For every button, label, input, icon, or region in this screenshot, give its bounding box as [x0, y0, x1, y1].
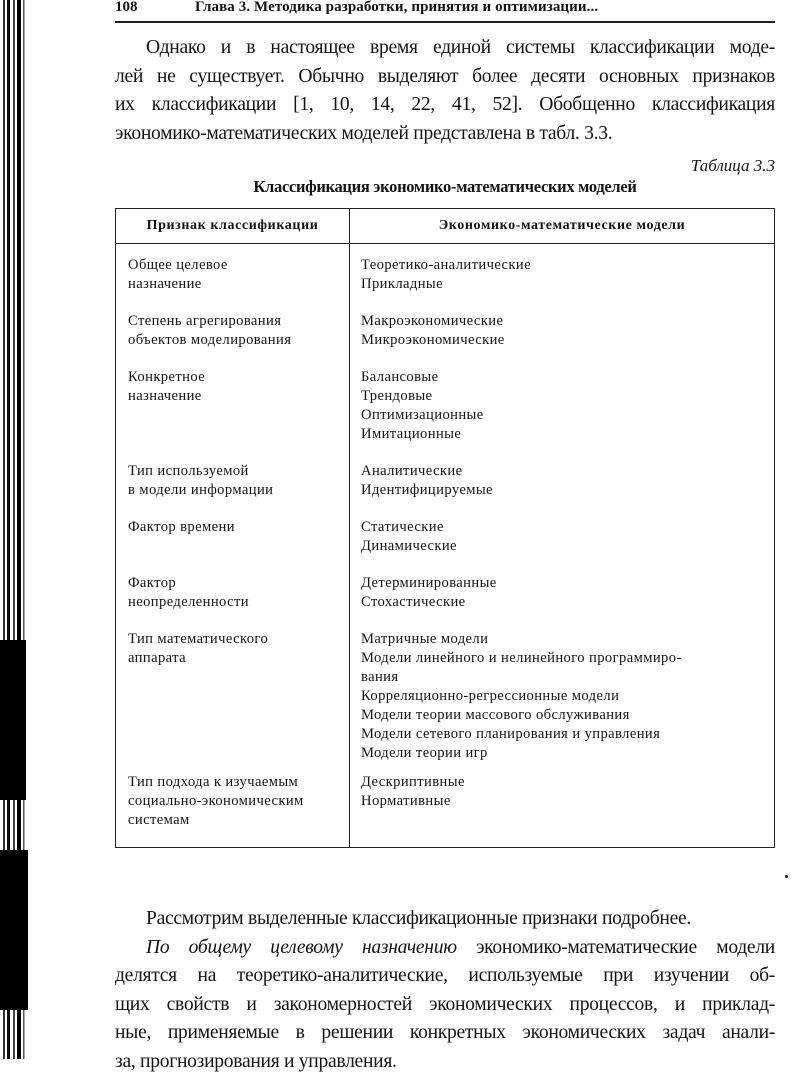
running-header — [115, 0, 775, 18]
table-caption: Классификация экономико-математических моделей — [253, 177, 637, 196]
model-text: Дескриптивные — [361, 774, 465, 790]
model-text: Модели теории игр — [361, 745, 488, 761]
intro-line: Однако и в настоящее время единой системы классификации моде- — [146, 37, 775, 58]
criterion-cell — [128, 256, 343, 294]
column-divider — [349, 209, 350, 847]
models-cell — [361, 256, 766, 294]
intro-line: лей не существует. Обычно выделяют более десяти основных признаков — [115, 65, 775, 87]
outro-line: щих свойств и закономерностей экономических процессов, и приклад- — [115, 993, 775, 1015]
model-text: вания — [361, 669, 399, 685]
model-text: Прикладные — [361, 276, 444, 292]
model-text: Корреляционно-регрессионные модели — [361, 688, 620, 704]
criterion-cell — [128, 312, 343, 350]
model-text: Модели сетевого планирования и управления — [361, 726, 661, 742]
criterion-text: социально-экономическим — [128, 793, 304, 809]
model-text: Динамические — [361, 538, 457, 554]
page-number: 108 — [115, 0, 138, 15]
criterion-cell — [128, 574, 343, 612]
models-cell — [361, 368, 766, 444]
model-text: Макроэкономические — [361, 313, 504, 329]
model-text: Трендовые — [361, 388, 433, 404]
chapter-title: Глава 3. Методика разработки, принятия и оптимизации... — [195, 0, 599, 15]
criterion-cell — [128, 368, 343, 406]
outro-line: ные, применяемые в решении конкретных экономических задач анали- — [115, 1022, 775, 1044]
criterion-text: Тип используемой — [128, 463, 249, 479]
criterion-text: Конкретное — [128, 369, 206, 385]
criterion-cell — [128, 462, 343, 500]
header-rule — [115, 21, 775, 23]
models-cell — [361, 462, 766, 500]
scan-speck — [785, 875, 788, 878]
criterion-cell — [128, 518, 343, 537]
criterion-text: Тип математического — [128, 631, 269, 647]
models-cell — [361, 574, 766, 612]
header-divider — [116, 243, 774, 244]
models-cell — [361, 773, 766, 811]
criterion-text: в модели информации — [128, 482, 274, 498]
criterion-text: Фактор времени — [128, 519, 235, 535]
model-text: Модели линейного и нелинейного программиро- — [361, 650, 682, 666]
criterion-text: объектов моделирования — [128, 332, 292, 348]
model-text: Матричные модели — [361, 631, 489, 647]
models-cell — [361, 312, 766, 350]
model-text: Модели теории массового обслуживания — [361, 707, 630, 723]
italic-term: По общему целевому назначению — [146, 936, 457, 958]
model-text: Оптимизационные — [361, 407, 484, 423]
model-text: Аналитические — [361, 463, 463, 479]
column-header-models: Экономико-математические модели — [438, 218, 686, 233]
criterion-text: назначение — [128, 276, 202, 292]
outro-line: делятся на теоретико-аналитические, используемые при изучении об- — [115, 965, 775, 987]
outro-paragraphs — [115, 905, 775, 1077]
criterion-cell — [128, 630, 343, 668]
model-text: Теоретико-аналитические — [361, 257, 532, 273]
model-text: Микроэкономические — [361, 332, 505, 348]
outro-line: за, прогнозирования и управления. — [115, 1050, 397, 1072]
scan-spine-shadow — [0, 0, 32, 1059]
criterion-text: Фактор — [128, 575, 177, 591]
criterion-text: Тип подхода к изучаемым — [128, 774, 299, 790]
model-text: Балансовые — [361, 369, 439, 385]
model-text: Детерминированные — [361, 575, 497, 591]
classification-table — [115, 208, 775, 848]
intro-paragraph — [115, 34, 775, 148]
model-text: Имитационные — [361, 426, 462, 442]
criterion-text: Общее целевое — [128, 257, 228, 273]
outro-line: Рассмотрим выделенные классификационные признаки подробнее. — [146, 908, 691, 929]
criterion-text: аппарата — [128, 650, 187, 666]
outro-line: По общему целевому назначению экономико-математические модели — [146, 936, 775, 958]
criterion-text: Степень агрегирования — [128, 313, 282, 329]
models-cell — [361, 630, 766, 763]
model-text: Стохастические — [361, 594, 466, 610]
criterion-text: неопределенности — [128, 594, 249, 610]
model-text: Статические — [361, 519, 444, 535]
table-label: Таблица 3.3 — [690, 156, 775, 175]
model-text: Идентифицируемые — [361, 482, 493, 498]
criterion-cell — [128, 773, 343, 830]
column-header-criterion: Признак классификации — [146, 218, 319, 233]
models-cell — [361, 518, 766, 556]
intro-line: их классификации [1, 10, 14, 22, 41, 52]. Обобщенно классификация — [115, 94, 775, 116]
model-text: Нормативные — [361, 793, 451, 809]
criterion-text: назначение — [128, 388, 202, 404]
intro-line: экономико-математических моделей представлена в табл. 3.3. — [115, 122, 613, 144]
criterion-text: системам — [128, 812, 190, 828]
